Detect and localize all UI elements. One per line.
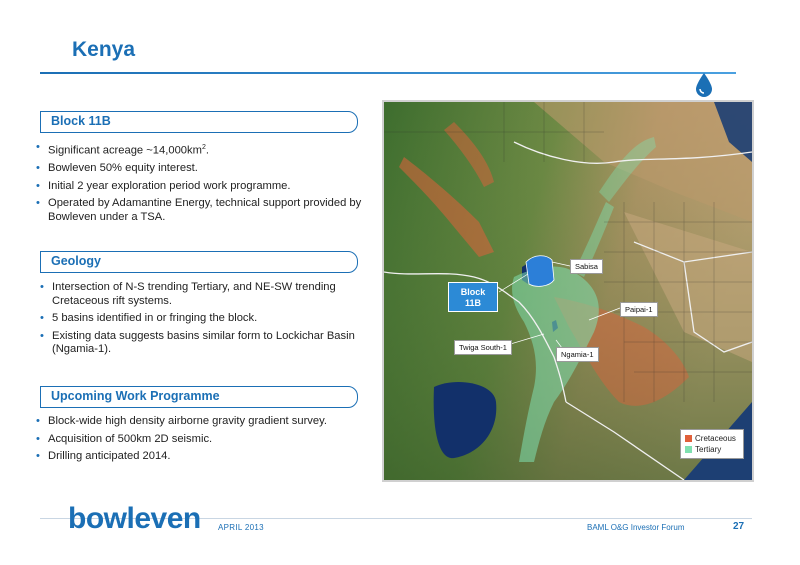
list-item bbox=[40, 281, 365, 308]
section-header-block bbox=[40, 111, 358, 133]
map-label-sabisa: Sabisa bbox=[570, 259, 603, 274]
map-label-twiga: Twiga South-1 bbox=[454, 340, 512, 355]
title-divider bbox=[40, 72, 736, 74]
section-header-work bbox=[40, 386, 358, 408]
block-11b-label bbox=[448, 282, 498, 312]
footer-date: APRIL 2013 bbox=[218, 523, 264, 532]
water-drop-icon bbox=[694, 72, 714, 98]
map-label-ngamia: Ngamia-1 bbox=[556, 347, 599, 362]
geology-bullet-list bbox=[40, 281, 365, 361]
list-item-text: Intersection of N-S trending Tertiary, and NE-SW trending Cretaceous rift systems. bbox=[52, 281, 336, 307]
map-label-paipai: Paipai-1 bbox=[620, 302, 658, 317]
bowleven-logo: bowleven bbox=[68, 502, 201, 535]
list-item bbox=[40, 312, 365, 326]
list-item-text: Acquisition of 500km 2D seismic. bbox=[48, 432, 213, 445]
legend-tertiary-label: Tertiary bbox=[695, 445, 722, 454]
map-legend bbox=[680, 429, 744, 459]
list-item-text: 5 basins identified in or fringing the block. bbox=[52, 312, 258, 324]
list-item-text: Bowleven 50% equity interest. bbox=[48, 162, 198, 175]
list-item bbox=[36, 141, 366, 158]
list-item bbox=[36, 433, 366, 447]
list-item-suffix: . bbox=[205, 144, 209, 157]
block-label-line2: 11B bbox=[464, 298, 481, 308]
list-item-text: Drilling anticipated 2014. bbox=[48, 450, 171, 462]
list-item bbox=[36, 180, 366, 194]
legend-row-cretaceous bbox=[685, 433, 739, 444]
cretaceous-swatch bbox=[685, 435, 692, 442]
list-item-text: Existing data suggests basins similar form to Lockichar Basin (Ngamia-1). bbox=[52, 329, 355, 355]
slide-title: Kenya bbox=[72, 38, 136, 61]
kenya-map bbox=[382, 100, 754, 482]
legend-row-tertiary bbox=[685, 444, 739, 455]
section-header-work-label: Upcoming Work Programme bbox=[51, 389, 220, 403]
tertiary-swatch bbox=[685, 446, 692, 453]
footer-event: BAML O&G Investor Forum bbox=[587, 523, 685, 532]
list-item-text: Initial 2 year exploration period work programme. bbox=[48, 179, 291, 192]
section-header-geology-label: Geology bbox=[51, 254, 102, 268]
list-item bbox=[36, 450, 366, 464]
list-item-text: Operated by Adamantine Energy, technical support provided by Bowleven under a TSA. bbox=[48, 197, 362, 223]
section-header-geology bbox=[40, 251, 358, 273]
section-header-block-label: Block 11B bbox=[51, 114, 111, 128]
list-item bbox=[36, 415, 366, 429]
list-item bbox=[36, 197, 366, 224]
list-item-text: Block-wide high density airborne gravity gradient survey. bbox=[48, 415, 327, 427]
block-bullet-list bbox=[36, 141, 366, 228]
block-label-line1: Block bbox=[460, 287, 486, 297]
area-superscript: 2 bbox=[201, 144, 206, 151]
work-bullet-list bbox=[36, 415, 366, 468]
list-item bbox=[40, 330, 365, 357]
list-item bbox=[36, 162, 366, 176]
page-number: 27 bbox=[733, 521, 745, 532]
map-graphic bbox=[384, 102, 752, 480]
list-item-text: Significant acreage ~14,000km bbox=[48, 144, 202, 157]
legend-cretaceous-label: Cretaceous bbox=[695, 434, 736, 443]
